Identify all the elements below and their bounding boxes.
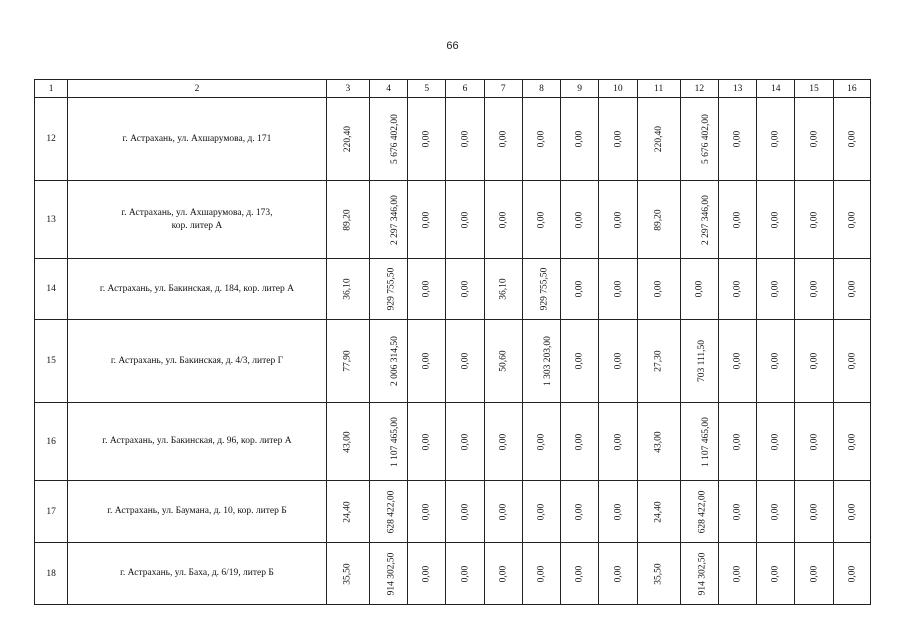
value-text: 0,00 [846,130,857,148]
value-cell [599,181,637,259]
table-row [35,481,871,543]
value-cell [757,320,795,403]
value-text: 0,00 [536,565,547,582]
value-cell [833,181,870,259]
table-row [35,403,871,481]
value-text: 929 755,50 [386,267,397,311]
value-cell [718,403,756,481]
value-cell [680,181,718,259]
value-text: 0,00 [653,280,664,298]
value-text: 0,00 [421,503,432,520]
value-cell [637,481,680,543]
value-cell [599,543,637,605]
column-header-8: 8 [522,80,560,98]
value-cell [680,98,718,181]
value-text: 2 297 346,00 [700,194,711,245]
page-number: 66 [446,40,459,52]
value-cell [833,320,870,403]
value-text: 0,00 [732,352,743,370]
value-text: 1 107 465,00 [700,416,711,467]
value-cell [833,403,870,481]
value-text: 0,00 [694,280,705,298]
value-text: 43,00 [342,430,353,453]
value-cell [680,403,718,481]
row-number: 16 [35,403,68,481]
value-text: 0,00 [460,503,471,520]
value-text: 0,00 [770,433,781,450]
value-text: 0,00 [612,130,623,148]
value-text: 0,00 [498,503,509,520]
value-text: 0,00 [421,280,432,298]
value-cell [795,543,833,605]
value-text: 24,40 [653,500,664,523]
value-cell [718,481,756,543]
value-cell [326,181,369,259]
data-table [34,79,871,605]
value-text: 914 302,50 [386,552,397,595]
row-number: 12 [35,98,68,181]
value-cell [369,98,407,181]
value-cell [795,481,833,543]
value-cell [408,403,446,481]
value-cell [484,320,522,403]
value-cell [369,259,407,320]
value-text: 0,00 [809,130,820,148]
value-cell [446,543,484,605]
column-header-15: 15 [795,80,833,98]
value-cell [637,320,680,403]
value-cell [484,98,522,181]
value-cell [599,481,637,543]
value-text: 0,00 [846,565,857,582]
value-text: 0,00 [460,280,471,298]
column-header-3: 3 [326,80,369,98]
value-cell [522,259,560,320]
header-row [35,80,871,98]
value-cell [561,98,599,181]
value-text: 24,40 [342,500,353,523]
value-cell [522,403,560,481]
value-text: 27,30 [653,350,664,372]
address-cell: г. Астрахань, ул. Баумана, д. 10, кор. литер Б [68,481,327,543]
value-cell [561,543,599,605]
value-text: 0,00 [498,130,509,148]
value-text: 0,00 [536,503,547,520]
value-text: 0,00 [574,211,585,228]
value-cell [561,259,599,320]
table-row [35,181,871,259]
column-header-10: 10 [599,80,637,98]
value-text: 0,00 [612,352,623,370]
value-cell [680,259,718,320]
value-cell [757,181,795,259]
value-text: 628 422,00 [697,490,708,533]
address-cell: г. Астрахань, ул. Ахшарумова, д. 171 [68,98,327,181]
value-text: 0,00 [809,211,820,228]
value-text: 36,10 [498,278,509,300]
table-row [35,543,871,605]
value-text: 0,00 [846,280,857,298]
value-cell [408,259,446,320]
value-cell [561,403,599,481]
value-text: 0,00 [770,352,781,370]
value-text: 0,00 [460,565,471,582]
value-text: 0,00 [536,130,547,148]
value-cell [484,403,522,481]
value-text: 0,00 [770,565,781,582]
value-text: 0,00 [809,280,820,298]
row-number: 17 [35,481,68,543]
value-cell [408,481,446,543]
value-text: 0,00 [846,433,857,450]
value-text: 0,00 [732,211,743,228]
value-text: 220,40 [653,125,664,153]
value-cell [599,259,637,320]
value-cell [446,98,484,181]
value-text: 0,00 [536,211,547,228]
value-text: 0,00 [421,565,432,582]
table-row [35,259,871,320]
value-text: 0,00 [612,280,623,298]
value-text: 0,00 [612,211,623,228]
value-text: 0,00 [770,503,781,520]
column-header-16: 16 [833,80,870,98]
value-text: 0,00 [809,565,820,582]
value-text: 220,40 [342,125,353,153]
value-cell [561,481,599,543]
column-header-11: 11 [637,80,680,98]
value-cell [408,181,446,259]
value-cell [833,481,870,543]
value-cell [522,181,560,259]
value-text: 0,00 [536,433,547,450]
value-cell [326,98,369,181]
address-cell: г. Астрахань, ул. Бакинская, д. 4/3, литер Г [68,320,327,403]
value-text: 914 302,50 [697,552,708,595]
value-text: 0,00 [421,211,432,228]
value-cell [795,403,833,481]
value-text: 2 297 346,00 [389,194,400,245]
value-text: 50,60 [498,350,509,372]
value-cell [637,403,680,481]
value-text: 36,10 [342,278,353,300]
row-number: 18 [35,543,68,605]
value-text: 0,00 [732,280,743,298]
value-text: 0,00 [421,130,432,148]
value-text: 0,00 [612,503,623,520]
value-text: 89,20 [342,208,353,231]
row-number: 13 [35,181,68,259]
address-cell: г. Астрахань, ул. Баха, д. 6/19, литер Б [68,543,327,605]
value-cell [522,320,560,403]
column-header-1: 1 [35,80,68,98]
value-cell [326,259,369,320]
column-header-5: 5 [408,80,446,98]
value-cell [795,98,833,181]
value-cell [718,259,756,320]
column-header-4: 4 [369,80,407,98]
value-cell [637,543,680,605]
address-cell: г. Астрахань, ул. Ахшарумова, д. 173, кор. литер А [68,181,327,259]
value-text: 89,20 [653,208,664,231]
value-cell [599,403,637,481]
column-header-2: 2 [68,80,327,98]
value-text: 0,00 [809,433,820,450]
value-text: 0,00 [612,565,623,582]
value-cell [408,543,446,605]
value-cell [326,320,369,403]
value-text: 0,00 [732,433,743,450]
table-row [35,98,871,181]
value-text: 0,00 [460,211,471,228]
value-text: 0,00 [732,503,743,520]
value-cell [326,403,369,481]
value-cell [522,543,560,605]
value-cell [446,481,484,543]
value-text: 0,00 [846,503,857,520]
value-text: 0,00 [460,352,471,370]
value-text: 5 676 402,00 [389,114,400,164]
column-header-6: 6 [446,80,484,98]
column-header-9: 9 [561,80,599,98]
value-text: 0,00 [574,130,585,148]
value-cell [369,403,407,481]
value-cell [718,543,756,605]
value-text: 0,00 [421,433,432,450]
address-cell: г. Астрахань, ул. Бакинская, д. 96, кор. литер А [68,403,327,481]
row-number: 15 [35,320,68,403]
address-cell: г. Астрахань, ул. Бакинская, д. 184, кор. литер А [68,259,327,320]
column-header-12: 12 [680,80,718,98]
value-text: 0,00 [846,352,857,370]
value-text: 0,00 [460,433,471,450]
value-text: 0,00 [770,130,781,148]
value-text: 0,00 [460,130,471,148]
value-text: 0,00 [574,503,585,520]
value-cell [369,481,407,543]
value-text: 0,00 [421,352,432,370]
value-cell [484,181,522,259]
value-text: 77,90 [342,350,353,372]
value-text: 35,50 [653,562,664,585]
value-cell [757,403,795,481]
column-header-14: 14 [757,80,795,98]
value-text: 0,00 [732,565,743,582]
value-cell [369,181,407,259]
value-text: 0,00 [574,280,585,298]
value-text: 0,00 [574,433,585,450]
value-cell [446,320,484,403]
value-text: 0,00 [770,211,781,228]
value-text: 1 107 465,00 [389,416,400,467]
value-cell [637,98,680,181]
value-cell [680,481,718,543]
value-cell [326,543,369,605]
value-cell [446,259,484,320]
value-cell [833,98,870,181]
value-cell [757,543,795,605]
value-text: 0,00 [846,211,857,228]
value-cell [718,181,756,259]
value-text: 0,00 [574,352,585,370]
value-text: 703 111,50 [696,339,707,383]
value-cell [369,320,407,403]
value-text: 0,00 [770,280,781,298]
value-text: 43,00 [653,430,664,453]
value-text: 0,00 [809,352,820,370]
value-cell [718,98,756,181]
value-cell [408,320,446,403]
value-text: 35,50 [342,562,353,585]
column-header-7: 7 [484,80,522,98]
value-cell [637,181,680,259]
value-cell [680,320,718,403]
value-cell [757,259,795,320]
value-text: 1 303 203,00 [542,336,553,386]
value-text: 0,00 [809,503,820,520]
value-cell [795,259,833,320]
value-cell [408,98,446,181]
value-cell [326,481,369,543]
value-cell [599,98,637,181]
value-text: 929 755,50 [539,267,550,311]
value-cell [833,259,870,320]
value-cell [522,98,560,181]
value-cell [561,320,599,403]
column-header-13: 13 [718,80,756,98]
value-text: 0,00 [498,433,509,450]
value-text: 2 006 314,50 [389,336,400,386]
value-cell [522,481,560,543]
value-cell [446,181,484,259]
value-cell [561,181,599,259]
value-cell [484,481,522,543]
value-cell [718,320,756,403]
value-cell [446,403,484,481]
value-text: 0,00 [612,433,623,450]
row-number: 14 [35,259,68,320]
value-cell [833,543,870,605]
value-cell [680,543,718,605]
value-cell [599,320,637,403]
value-cell [484,543,522,605]
value-text: 5 676 402,00 [700,114,711,164]
value-text: 0,00 [498,211,509,228]
value-cell [369,543,407,605]
value-cell [637,259,680,320]
value-cell [757,98,795,181]
value-text: 0,00 [498,565,509,582]
value-cell [795,181,833,259]
value-text: 0,00 [574,565,585,582]
value-cell [484,259,522,320]
value-text: 628 422,00 [386,490,397,533]
value-cell [795,320,833,403]
table-row [35,320,871,403]
value-cell [757,481,795,543]
value-text: 0,00 [732,130,743,148]
